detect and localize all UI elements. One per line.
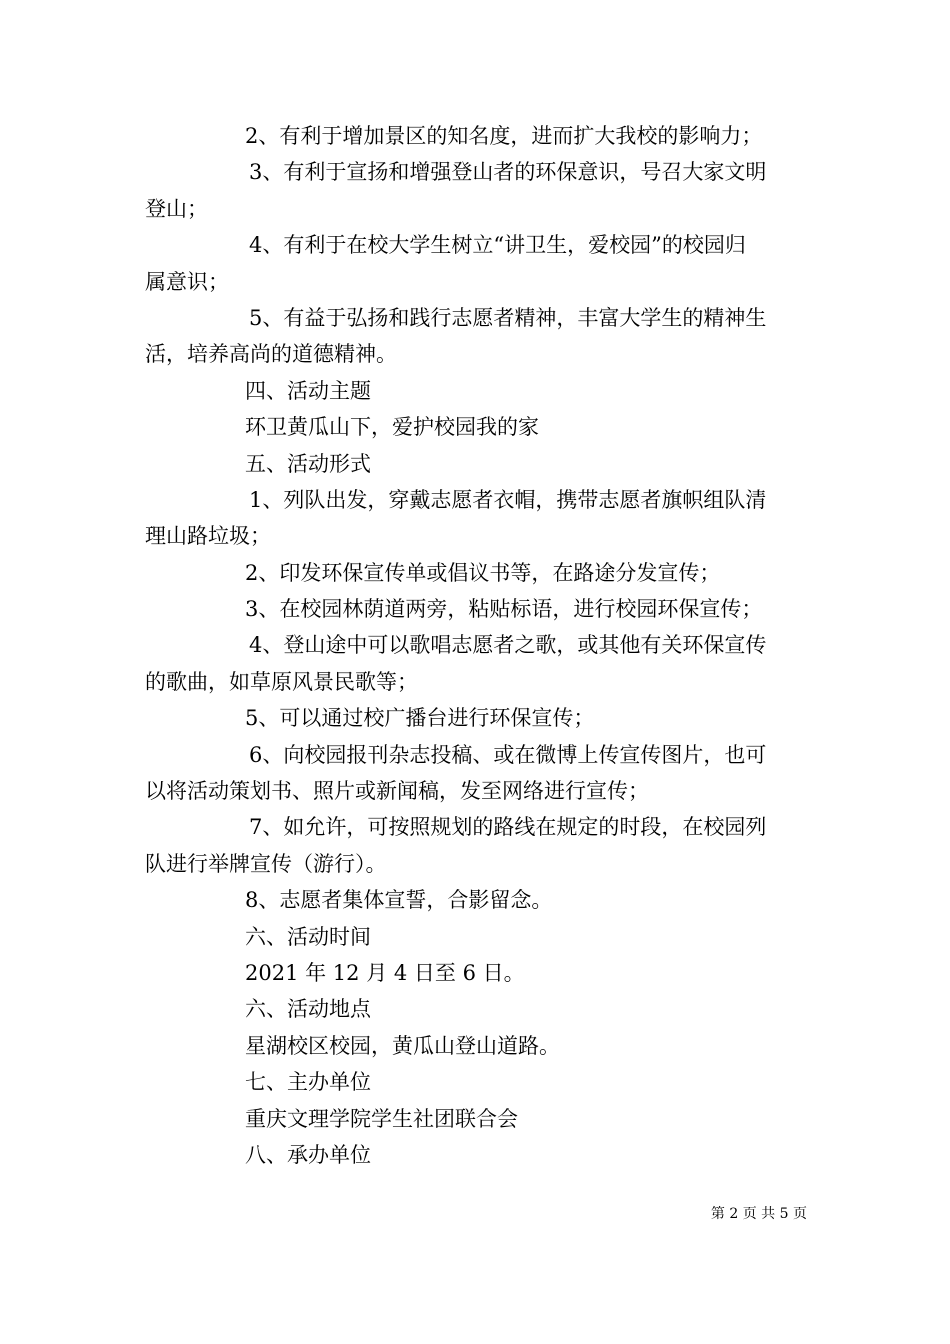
text-line: 星湖校区校园，黄瓜山登山道路。 <box>245 1033 560 1058</box>
text-line: 2、印发环保宣传单或倡议书等，在路途分发宣传； <box>245 560 721 585</box>
text-line: 3、有利于宣扬和增强登山者的环保意识，号召大家文明 <box>249 160 767 185</box>
text-line: 4、有利于在校大学生树立“讲卫生，爱校园”的校园归 <box>249 233 746 258</box>
text-line: 四、活动主题 <box>245 378 371 403</box>
text-line: 2021 年 12 月 4 日至 6 日。 <box>245 960 525 985</box>
text-line: 八、承办单位 <box>245 1142 371 1167</box>
text-line: 4、登山途中可以歌唱志愿者之歌，或其他有关环保宣传 <box>249 633 767 658</box>
text-line: 五、活动形式 <box>245 451 371 476</box>
text-line: 1、列队出发，穿戴志愿者衣帽，携带志愿者旗帜组队清 <box>249 487 767 512</box>
text-line: 以将活动策划书、照片或新闻稿，发至网络进行宣传； <box>145 779 649 804</box>
text-line: 6、向校园报刊杂志投稿、或在微博上传宣传图片，也可 <box>249 742 767 767</box>
text-line: 5、可以通过校广播台进行环保宣传； <box>245 706 595 731</box>
text-line: 登山； <box>145 196 208 221</box>
text-line: 属意识； <box>145 269 229 294</box>
text-line: 活，培养高尚的道德精神。 <box>145 342 397 367</box>
text-line: 8、志愿者集体宣誓，合影留念。 <box>245 888 553 913</box>
text-line: 7、如允许，可按照规划的路线在规定的时段，在校园列 <box>249 815 767 840</box>
page-number-footer: 第 2 页 共 5 页 <box>710 1206 807 1222</box>
text-line: 环卫黄瓜山下，爱护校园我的家 <box>245 415 539 440</box>
text-line: 3、在校园林荫道两旁，粘贴标语，进行校园环保宣传； <box>245 597 763 622</box>
text-line: 七、主办单位 <box>245 1070 371 1095</box>
text-line: 5、有益于弘扬和践行志愿者精神，丰富大学生的精神生 <box>249 305 767 330</box>
text-line: 重庆文理学院学生社团联合会 <box>245 1106 518 1131</box>
text-line: 2、有利于增加景区的知名度，进而扩大我校的影响力； <box>245 124 763 148</box>
text-line: 六、活动地点 <box>245 997 371 1022</box>
text-line: 理山路垃圾； <box>145 524 271 549</box>
document-body <box>145 118 807 1173</box>
text-line: 的歌曲，如草原风景民歌等； <box>145 669 418 694</box>
text-line: 队进行举牌宣传（游行）。 <box>145 851 387 876</box>
text-line: 六、活动时间 <box>245 924 371 949</box>
